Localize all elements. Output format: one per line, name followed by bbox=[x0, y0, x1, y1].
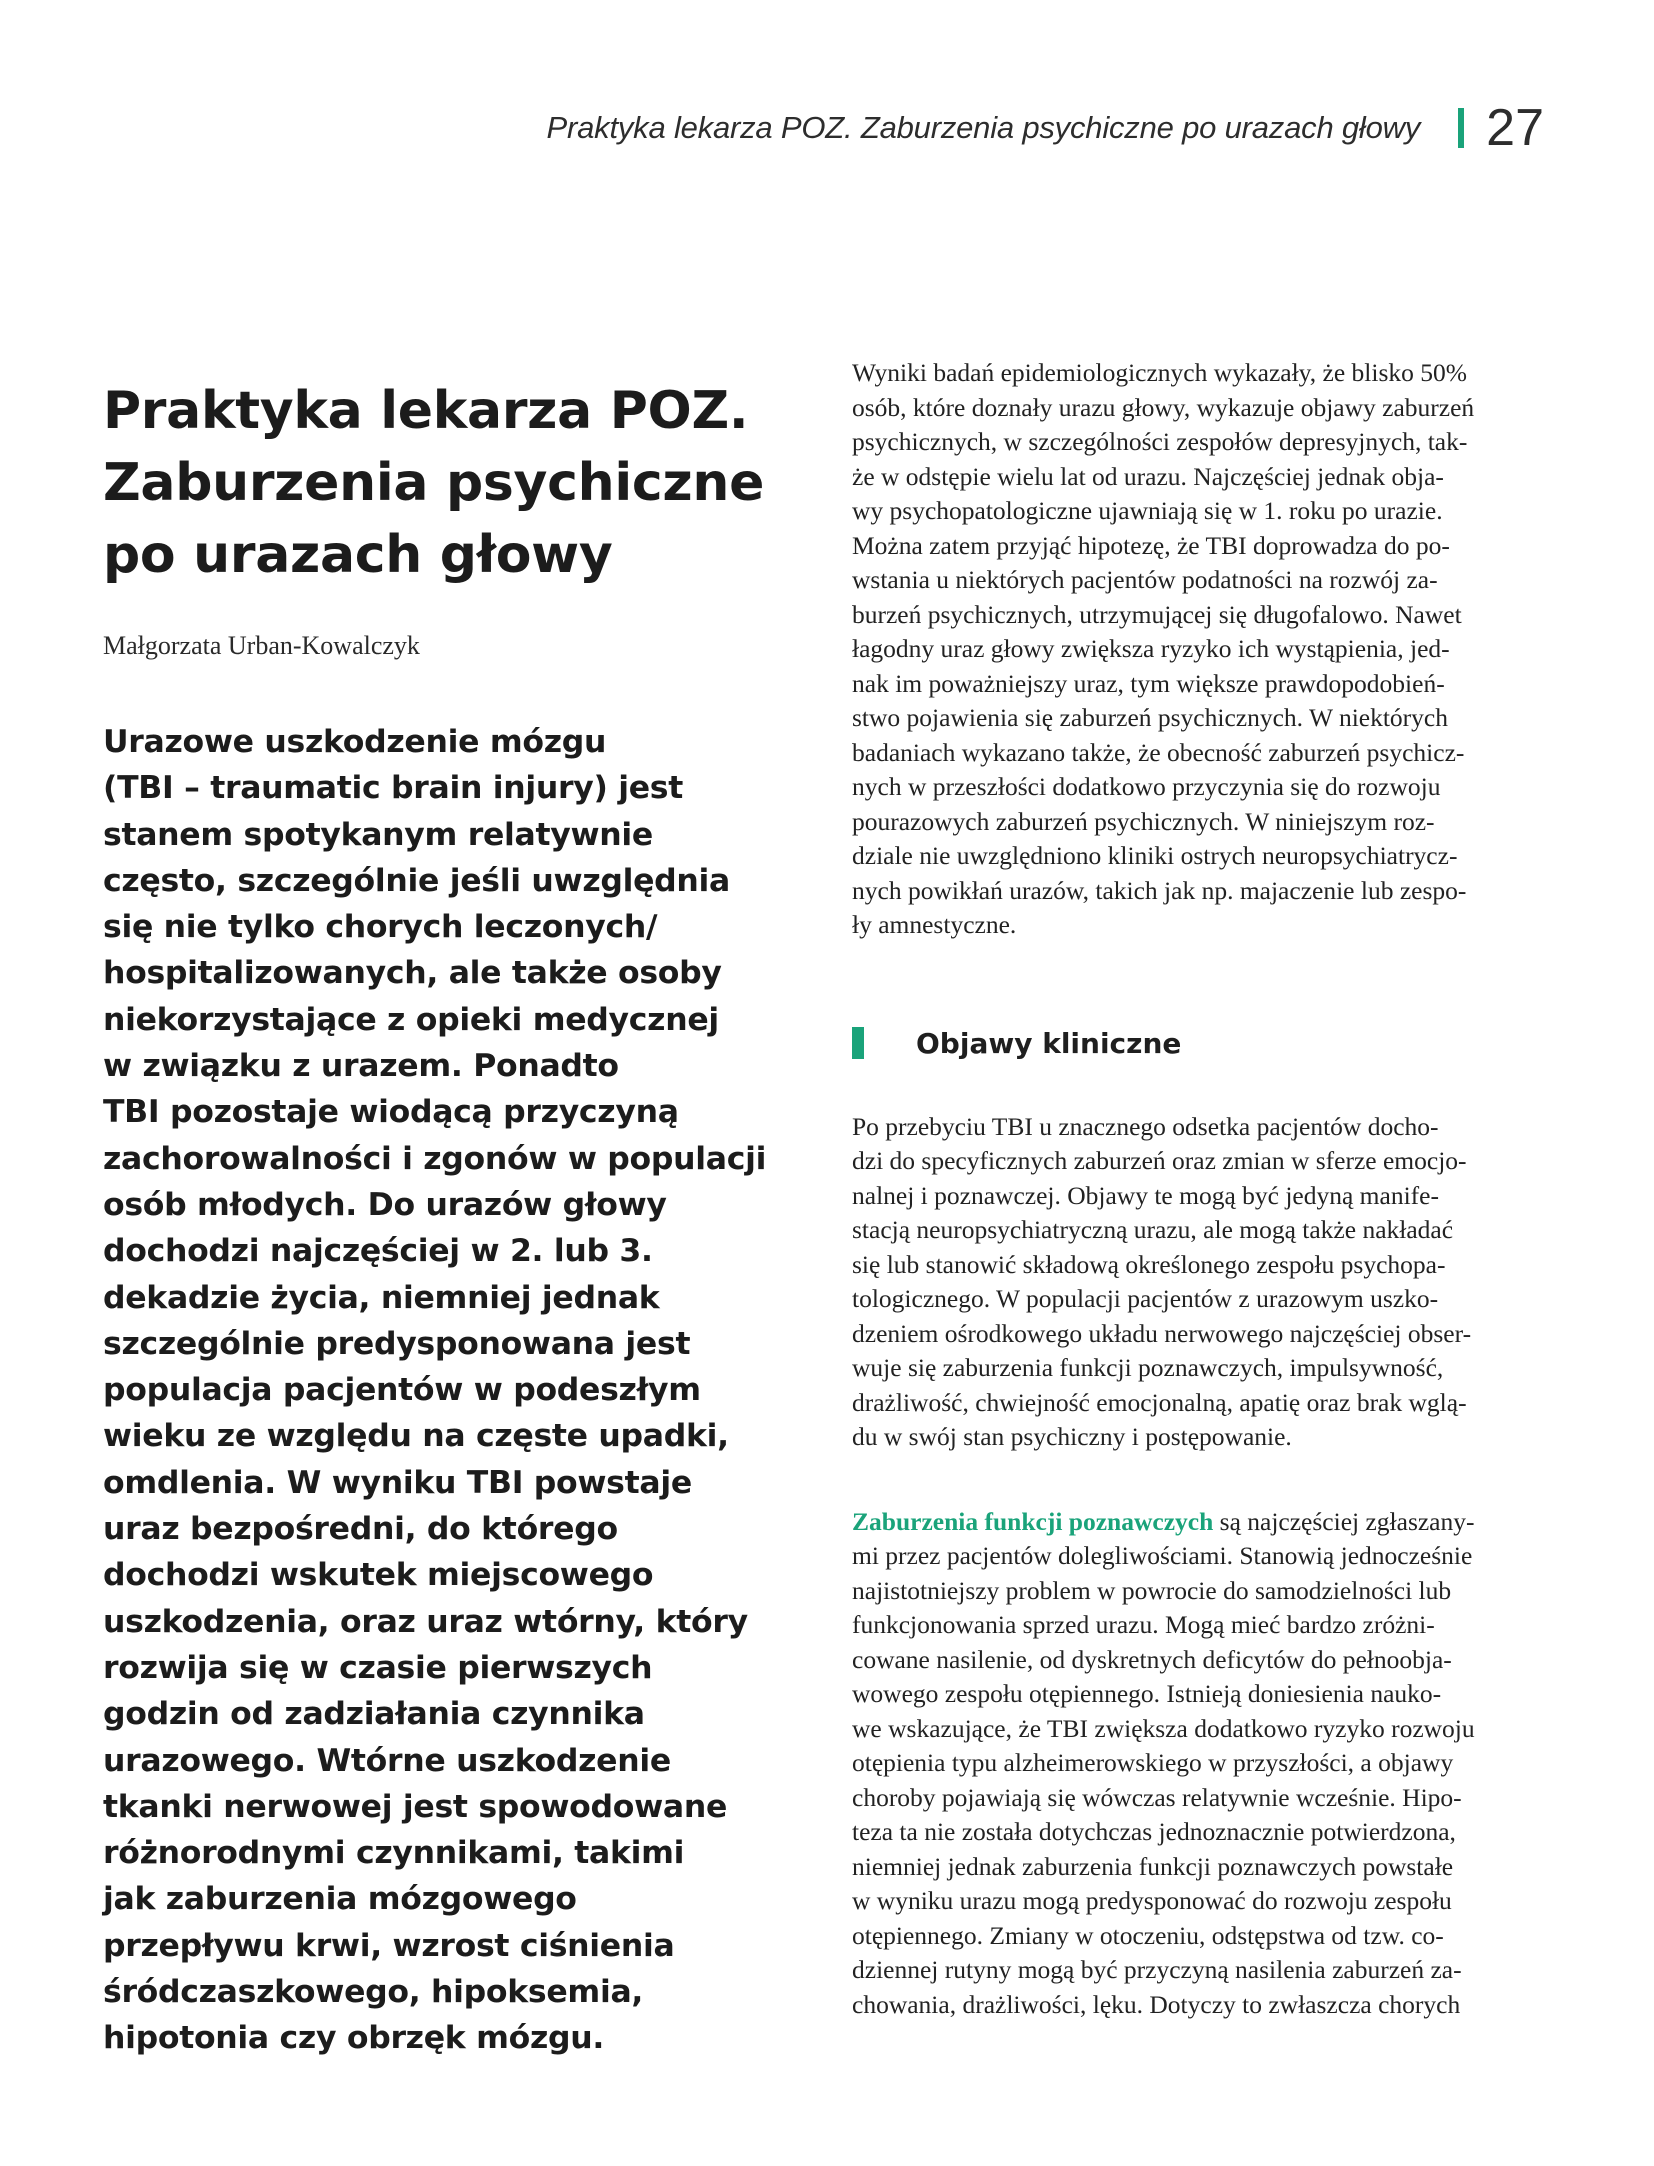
body-paragraph-2: Po przebyciu TBI u znacznego odsetka pacjentów docho- dzi do specyficznych zaburzeń oraz zmian w sferze emocjo- nalnej i poznawczej. Objawy te mogą być jedyną manife- stacją neuropsychiatryczną urazu, ale mogą także nakładać się lub stanowić składową określonego zespołu psychopa- tologicznego. W populacji pacjentów z urazowym uszko- dzeniem ośrodkowego układu nerwowego najczęściej obser- wuje się zaburzenia funkcji poznawczych, impulsywność, drażliwość, chwiejność emocjonalną, apatię oraz brak wglą- du w swój stan psychiczny i postępowanie. bbox=[852, 1111, 1472, 1451]
highlight-term: Zaburzenia funkcji poznawczych bbox=[852, 1506, 1214, 1536]
header-accent-bar bbox=[1458, 108, 1464, 148]
section-accent-bar bbox=[852, 1027, 864, 1059]
page-number: 27 bbox=[1486, 99, 1544, 157]
section-heading bbox=[852, 1027, 1545, 1060]
body-paragraph-3-text: są najczęściej zgłaszany- mi przez pacjentów dolegliwościami. Stanowią jednocześnie najistotniejszy problem w powrocie do samodzielności lub funkcjonowania sprzed urazu. Mogą mieć bardzo zróżni- cowane nasilenie, od dyskretnych deficytów do pełnoobja- wowego zespołu otępiennego. Istnieją doniesienia nauko- we wskazujące, że TBI zwiększa dodatkowo ryzyko rozwoju otępienia typu alzheimerowskiego w przyszłości, a objawy choroby pojawiają się wówczas relatywnie wcześnie. Hipo- teza ta nie została dotychczas jednoznacznie potwierdzona, niemniej jednak zaburzenia funkcji poznawczych powstałe w wyniku urazu mogą predysponować do rozwoju zespołu otępiennego. Zmiany w otoczeniu, odstępstwa od tzw. co- dziennej rutyny mogą być przyczyną nasilenia zaburzeń za- chowania, drażliwości, lęku. Dotyczy to zwłaszcza chorych bbox=[852, 1506, 1475, 2019]
right-column bbox=[852, 356, 1545, 2022]
lead-paragraph: Urazowe uszkodzenie mózgu (TBI – traumatic brain injury) jest stanem spotykanym relatywnie często, szczególnie jeśli uwzględnia się nie tylko chorych leczonych/ hospitalizowanych, ale także osoby niekorzystające z opieki medycznej w związku z urazem. Ponadto TBI pozostaje wiodącą przyczyną zachorowalności i zgonów w populacji osób młodych. Do urazów głowy dochodzi najczęściej w 2. lub 3. dekadzie życia, niemniej jednak szczególnie predysponowana jest populacja pacjentów w podeszłym wieku ze względu na częste upadki, omdlenia. W wyniku TBI powstaje uraz bezpośredni, do którego dochodzi wskutek miejscowego uszkodzenia, oraz uraz wtórny, który rozwija się w czasie pierwszych godzin od zadziałania czynnika urazowego. Wtórne uszkodzenie tkanki nerwowej jest spowodowane różnorodnymi czynnikami, takimi jak zaburzenia mózgowego przepływu krwi, wzrost ciśnienia śródczaszkowego, hipoksemia, hipotonia czy obrzęk mózgu. bbox=[103, 724, 767, 2057]
running-title: Praktyka lekarza POZ. Zaburzenia psychiczne po urazach głowy bbox=[546, 110, 1421, 145]
author-name: Małgorzata Urban-Kowalczyk bbox=[103, 631, 420, 660]
chapter-title bbox=[103, 375, 823, 591]
running-header bbox=[546, 99, 1544, 157]
body-paragraph-3 bbox=[852, 1505, 1545, 2023]
chapter-title-line: po urazach głowy bbox=[103, 525, 613, 585]
chapter-title-line: Praktyka lekarza POZ. bbox=[103, 381, 749, 441]
chapter-title-line: Zaburzenia psychiczne bbox=[103, 453, 765, 513]
left-column bbox=[103, 375, 823, 2062]
body-paragraph-1: Wyniki badań epidemiologicznych wykazały, że blisko 50% osób, które doznały urazu głowy, wykazuje objawy zaburzeń psychicznych, w szczególności zespołów depresyjnych, tak- że w odstępie wielu lat od urazu. Najczęściej jednak obja- wy psychopatologiczne ujawniają się w 1. roku po urazie. Można zatem przyjąć hipotezę, że TBI doprowadza do po- wstania u niektórych pacjentów podatności na rozwój za- burzeń psychicznych, utrzymującej się długofalowo. Nawet łagodny uraz głowy zwiększa ryzyko ich wystąpienia, jed- nak im poważniejszy uraz, tym większe prawdopodobień- stwo pojawienia się zaburzeń psychicznych. W niektórych badaniach wykazano także, że obecność zaburzeń psychicz- nych w przeszłości dodatkowo przyczynia się do rozwoju pourazowych zaburzeń psychicznych. W niniejszym roz- dziale nie uwzględniono kliniki ostrych neuropsychiatrycz- nych powikłań urazów, takich jak np. majaczenie lub zespo- ły amnestyczne. bbox=[852, 358, 1475, 939]
section-title: Objawy kliniczne bbox=[916, 1026, 1182, 1060]
